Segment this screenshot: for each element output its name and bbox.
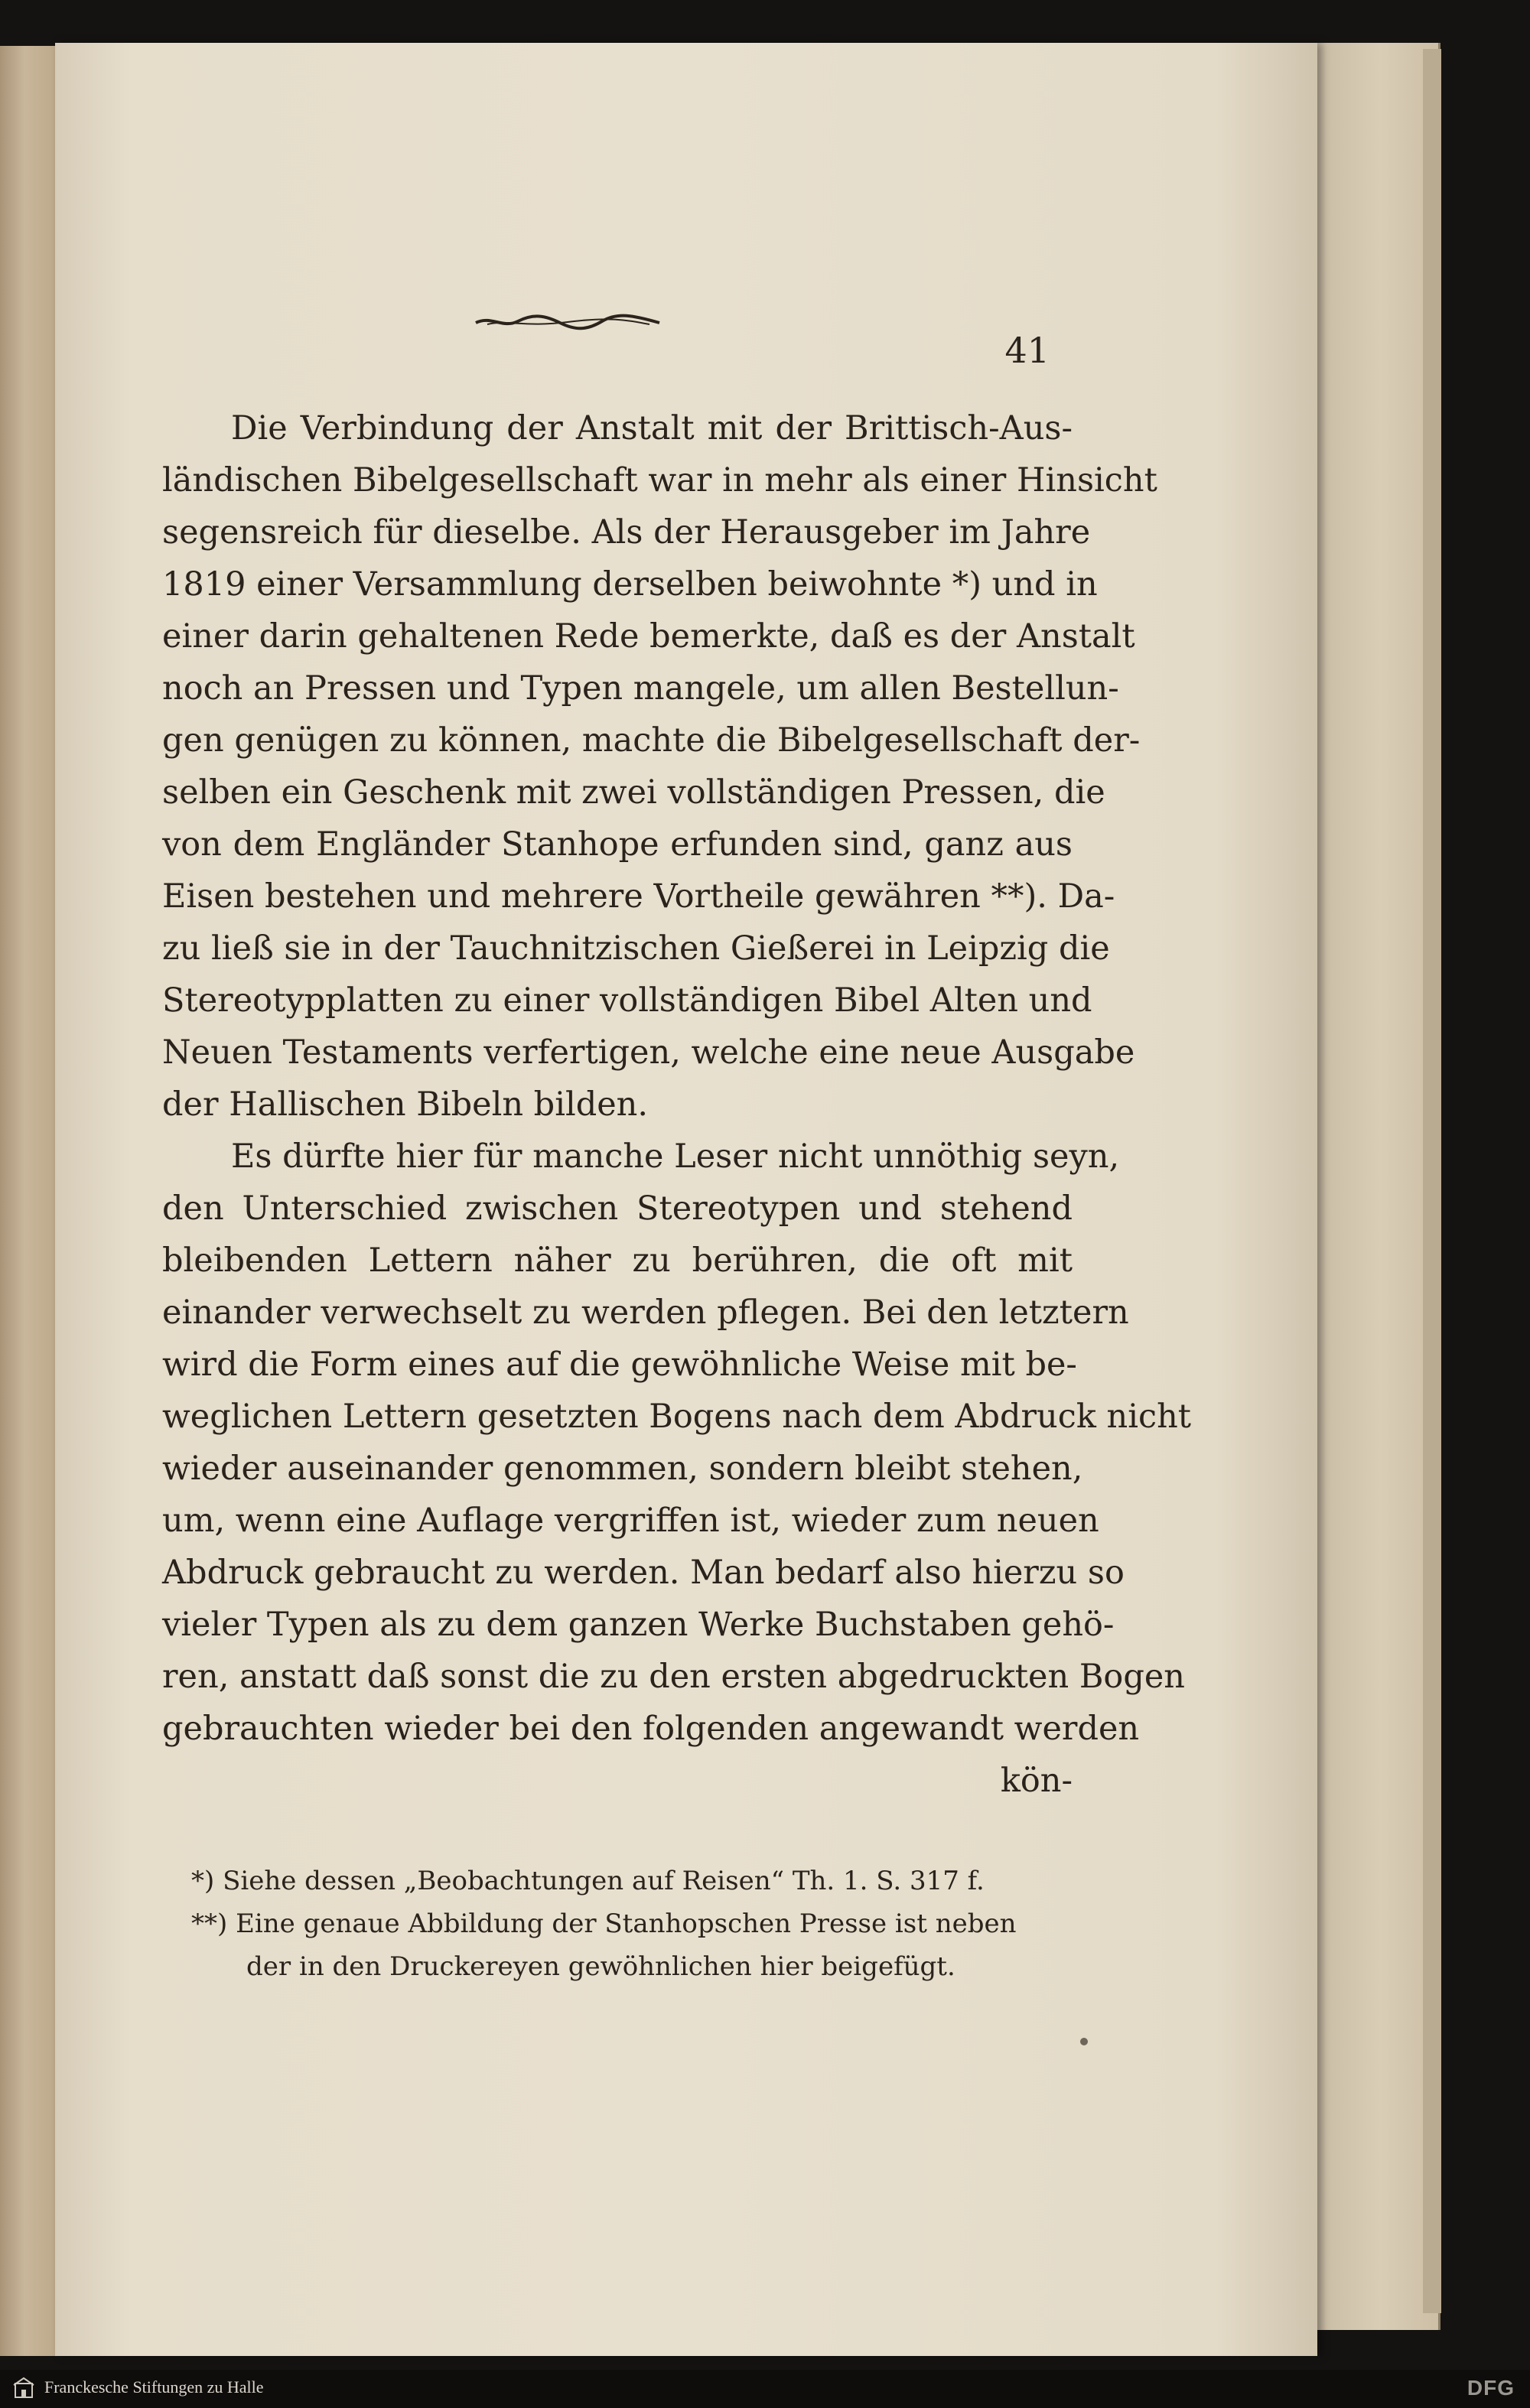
paper-speck <box>1080 2038 1088 2045</box>
text-line: Abdruck gebraucht zu werden. Man bedarf also hierzu so <box>162 1554 1125 1592</box>
text-line: zu ließ sie in der Tauchnitzischen Gießerei in Leipzig die <box>162 929 1110 968</box>
text-line: den Unterschied zwischen Stereotypen und stehend <box>162 1189 1073 1228</box>
text-line: weglichen Lettern gesetzten Bogens nach dem Abdruck nicht <box>162 1398 1192 1436</box>
footnote: *) Siehe dessen „Beobachtungen auf Reisen“ Th. 1. S. 317 f. <box>191 1866 985 1896</box>
institution-logo-icon <box>11 2376 37 2402</box>
text-line: noch an Pressen und Typen mangele, um allen Bestellun- <box>162 669 1119 708</box>
text-line: wird die Form eines auf die gewöhnliche Weise mit be- <box>162 1346 1077 1384</box>
footnote-continuation: der in den Druckereyen gewöhnlichen hier beigefügt. <box>246 1951 955 1982</box>
text-line: Es dürfte hier für manche Leser nicht unnöthig seyn, <box>231 1137 1120 1176</box>
text-line: vieler Typen als zu dem ganzen Werke Buchstaben gehö- <box>162 1606 1115 1644</box>
footnotes <box>191 1860 1079 1988</box>
text-line: von dem Engländer Stanhope erfunden sind, ganz aus <box>162 825 1073 864</box>
head-ornament-icon <box>472 311 663 334</box>
page-number: 41 <box>1004 330 1050 371</box>
text-line: ren, anstatt daß sonst die zu den ersten abgedruckten Bogen <box>162 1658 1185 1696</box>
text-line: gen genügen zu können, machte die Bibelgesellschaft der- <box>162 721 1141 760</box>
text-line: Die Verbindung der Anstalt mit der Brittisch-Aus- <box>231 409 1073 447</box>
footnote: **) Eine genaue Abbildung der Stanhopschen Presse ist neben <box>191 1909 1017 1939</box>
viewer-footer <box>0 2370 1530 2408</box>
institution-label: Franckesche Stiftungen zu Halle <box>44 2377 264 2397</box>
text-line: bleibenden Lettern näher zu berühren, die oft mit <box>162 1241 1073 1280</box>
text-line: um, wenn eine Auflage vergriffen ist, wieder zum neuen <box>162 1502 1099 1540</box>
text-line: einander verwechselt zu werden pflegen. Bei den letztern <box>162 1293 1129 1332</box>
text-line: einer darin gehaltenen Rede bemerkte, daß es der Anstalt <box>162 617 1135 656</box>
body-text <box>162 402 1192 1807</box>
text-line: Neuen Testaments verfertigen, welche eine neue Ausgabe <box>162 1033 1135 1072</box>
text-line: Stereotypplatten zu einer vollständigen Bibel Alten und <box>162 981 1092 1020</box>
text-line: gebrauchten wieder bei den folgenden angewandt werden <box>162 1710 1140 1748</box>
left-board-edge <box>0 46 57 2356</box>
text-line: wieder auseinander genommen, sondern bleibt stehen, <box>162 1450 1083 1488</box>
dfg-logo: DFG <box>1467 2376 1515 2400</box>
text-line: 1819 einer Versammlung derselben beiwohnte *) und in <box>162 565 1098 604</box>
text-line: der Hallischen Bibeln bilden. <box>162 1085 649 1124</box>
text-line: selben ein Geschenk mit zwei vollständigen Pressen, die <box>162 773 1105 812</box>
text-line: Eisen bestehen und mehrere Vortheile gewähren **). Da- <box>162 877 1115 916</box>
text-line: ländischen Bibelgesellschaft war in mehr als einer Hinsicht <box>162 461 1157 499</box>
text-line: segensreich für dieselbe. Als der Herausgeber im Jahre <box>162 513 1091 552</box>
underlying-page-shadow <box>1423 49 1441 2313</box>
book-page <box>55 43 1317 2356</box>
catchword: kön- <box>1000 1762 1073 1800</box>
